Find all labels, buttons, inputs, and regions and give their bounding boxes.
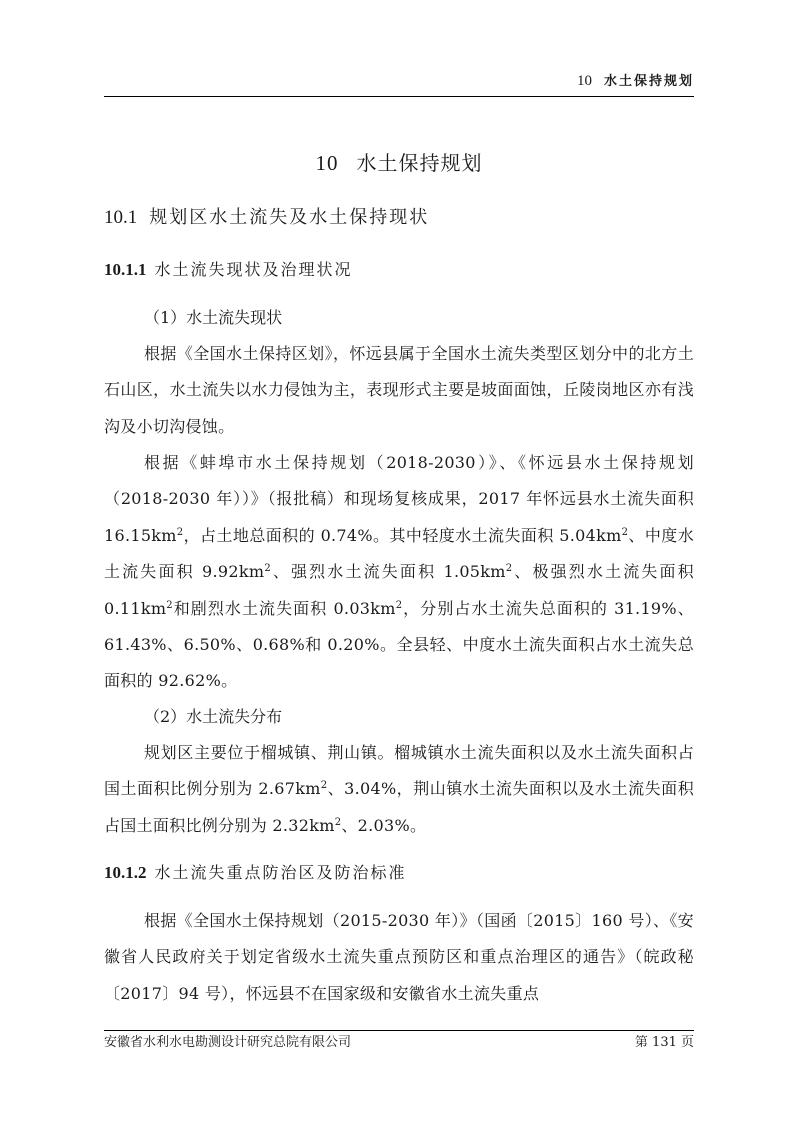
subsection-title-text: 水土流失现状及治理状况 <box>154 260 353 279</box>
text-run: 、2.03%。 <box>341 815 427 835</box>
superscript: 2 <box>395 599 403 611</box>
text-run: 、强烈水土流失面积 1.05km <box>270 562 506 582</box>
item-heading-1: （1）水土流失现状 <box>144 308 283 327</box>
subsection-heading-1 <box>104 256 353 284</box>
text-run: 和剧烈水土流失面积 0.03km <box>172 598 396 618</box>
text-run: ，占土地总面积的 0.74%。其中轻度水土流失面积 5.04km <box>183 525 622 545</box>
subsection-title-text: 水土流失重点防治区及防治标准 <box>154 863 407 882</box>
superscript: 2 <box>320 780 328 792</box>
superscript: 2 <box>264 563 271 575</box>
paragraph-key-prevention-zones: 根据《全国水土保持规划（2015-2030 年）》（国函〔2015〕160 号）、《安徽省人民政府关于划定省级水土流失重点预防区和重点治理区的通告》（皖政秘〔2017〕94 号），怀远县不在国家级和安徽省水土流失重点 <box>104 911 694 1003</box>
text-run: 规划区主要位于榴城镇、荆山镇。榴城镇水土流失面积以及水土流失面积占国土面积比例分别为 2.67km <box>104 743 694 799</box>
superscript: 2 <box>166 599 173 611</box>
header-rule <box>104 96 694 97</box>
paragraph-erosion-statistics <box>104 445 694 700</box>
text-run: 、中度水土流失面积 9.92km <box>104 525 694 582</box>
page-footer <box>104 1033 694 1053</box>
chapter-title <box>104 148 694 178</box>
subsection-heading-2 <box>104 859 407 887</box>
paragraph-erosion-type: 根据《全国水土保持区划》，怀远县属于全国水土流失类型区划分中的北方土石山区，水土流失以水力侵蚀为主，表现形式主要是坡面面蚀，丘陵岗地区亦有浅沟及小切沟侵蚀。 <box>104 344 694 436</box>
chapter-number: 10 <box>315 151 339 175</box>
running-header-chapter-number: 10 <box>576 73 592 89</box>
text-run: ，分别占水土流失总面积的 31.19%、61.43%、6.50%、0.68%和 0.20%。全县轻、中度水土流失面积占水土流失总面积的 92.62%。 <box>104 598 694 691</box>
text-run: 、极强烈水土流失面积 0.11km <box>104 562 694 618</box>
text-run: 根据《蚌埠市水土保持规划（2018-2030）》、《怀远县水土保持规划（2018-2030 年））》（报批稿）和现场复核成果，2017 年怀远县水土流失面积 16.15km <box>104 453 694 545</box>
subsection-number: 10.1.1 <box>104 260 147 279</box>
subsection-number: 10.1.2 <box>104 863 147 882</box>
text-run: 、3.04%，荆山镇水土流失面积以及水土流失面积占国土面积比例分别为 2.32km <box>104 779 694 835</box>
section-number: 10.1 <box>104 207 138 228</box>
chapter-title-text: 水土保持规划 <box>356 151 483 175</box>
section-title-text: 规划区水土流失及水土保持现状 <box>149 207 430 228</box>
paragraph-erosion-distribution <box>104 735 694 844</box>
running-header-chapter-title: 水土保持规划 <box>603 74 694 89</box>
section-heading <box>104 204 429 232</box>
superscript: 2 <box>176 526 184 538</box>
page-number: 第 131 页 <box>634 1035 694 1050</box>
footer-organization: 安徽省水利水电勘测设计研究总院有限公司 <box>104 1035 352 1050</box>
item-heading-2: （2）水土流失分布 <box>144 707 283 726</box>
superscript: 2 <box>334 816 342 828</box>
superscript: 2 <box>621 526 629 538</box>
running-header <box>104 70 694 96</box>
footer-rule <box>104 1030 694 1031</box>
superscript: 2 <box>505 563 513 575</box>
